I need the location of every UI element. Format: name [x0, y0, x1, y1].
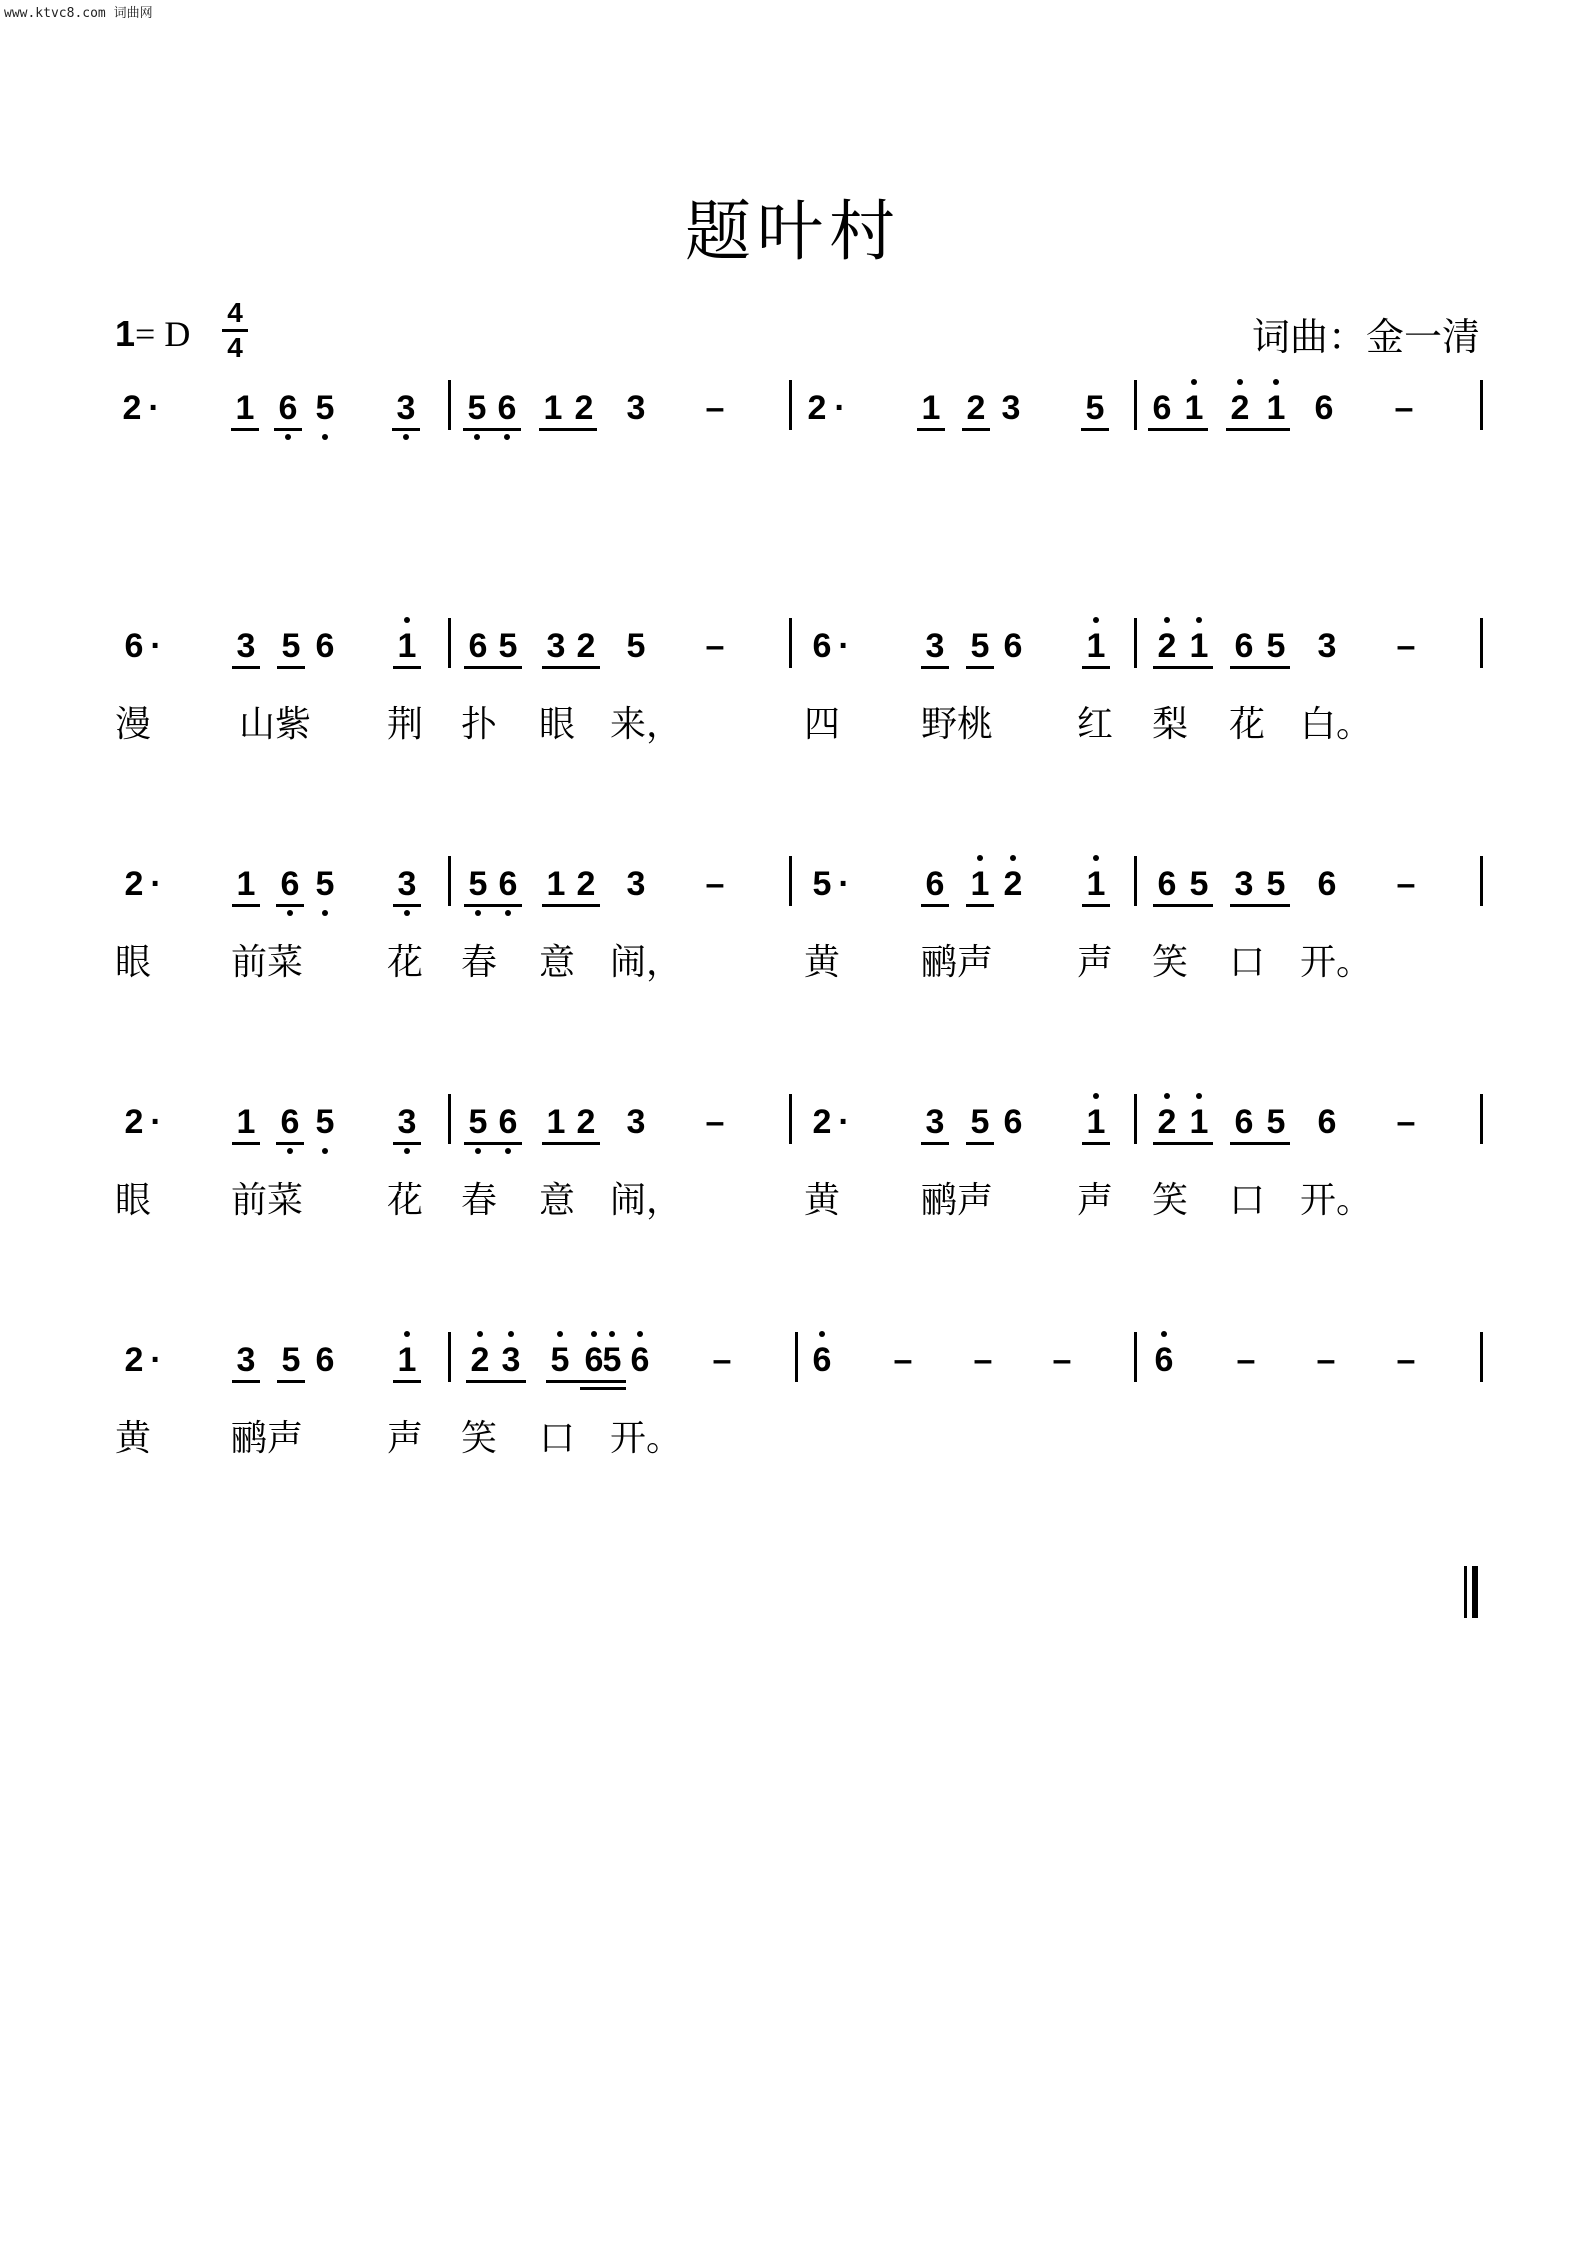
note: 5 [1085, 389, 1105, 427]
note: 2 [466, 1340, 494, 1380]
underline [921, 666, 949, 669]
note: 6 [1003, 627, 1023, 665]
note: 5 [311, 388, 339, 428]
dash: – [705, 865, 725, 903]
lyric: 红 [1076, 704, 1113, 745]
underline [542, 666, 600, 669]
underline [962, 428, 990, 431]
lyric: 鹂声 [920, 942, 993, 983]
note: 1 [546, 865, 566, 903]
underline [463, 428, 521, 431]
lyric: 春 [460, 942, 497, 983]
underline [966, 1142, 994, 1145]
underline [1148, 428, 1208, 431]
dash: – [705, 627, 725, 665]
lyric: 黄 [803, 1180, 840, 1221]
lyric: 意 [538, 942, 575, 983]
underline [542, 1142, 600, 1145]
note: 5 [970, 627, 990, 665]
score-system-1 [0, 388, 1586, 538]
lyric: 笑 [460, 1418, 497, 1459]
note: 2 [576, 1103, 596, 1141]
note: 3 [393, 1102, 421, 1142]
underline [466, 1380, 526, 1383]
note: 6 [493, 388, 521, 428]
lyric: 声 [1076, 1180, 1113, 1221]
underline [392, 428, 420, 431]
score-system-2 [0, 626, 1586, 776]
note: 3 [497, 1340, 525, 1380]
lyric: 荆 [386, 704, 423, 745]
note: 2 [576, 865, 596, 903]
note: 6 [315, 1341, 335, 1379]
lyric: 鹂声 [230, 1418, 303, 1459]
note: 2 [122, 389, 142, 427]
watermark-text: www.ktvc8.com 词曲网 [4, 6, 153, 21]
note: 3 [1317, 627, 1337, 665]
lyric: 梨 [1151, 704, 1188, 745]
underline [921, 904, 949, 907]
augmentation-dot: · [150, 1103, 162, 1141]
underline [921, 1142, 949, 1145]
note: 1 [1262, 388, 1290, 428]
underline [232, 666, 260, 669]
lyric: 花 [386, 942, 423, 983]
lyric: 眼 [114, 942, 151, 983]
underline [1226, 428, 1290, 431]
augmentation-dot: · [838, 627, 850, 665]
lyric: 山紫 [238, 704, 311, 745]
underline [1153, 1142, 1213, 1145]
barline [789, 618, 792, 668]
lyric: 笑 [1151, 1180, 1188, 1221]
note: 5 [812, 865, 832, 903]
lyric: 黄 [114, 1418, 151, 1459]
underline [917, 428, 945, 431]
note: 5 [1266, 627, 1286, 665]
underline [232, 1142, 260, 1145]
lyric: 前菜 [230, 942, 303, 983]
underline [393, 1142, 421, 1145]
note: 6 [812, 627, 832, 665]
barline [1134, 618, 1137, 668]
note: 6 [124, 627, 144, 665]
lyric: 眼 [114, 1180, 151, 1221]
note: 1 [1082, 1102, 1110, 1142]
note: 2 [1153, 1102, 1181, 1142]
augmentation-dot: · [834, 389, 846, 427]
underline [274, 428, 302, 431]
lyric: 闹， [610, 1180, 683, 1221]
underline [393, 1380, 421, 1383]
song-title: 题叶村 [685, 193, 901, 270]
note: 1 [543, 389, 563, 427]
lyric: 口 [1228, 942, 1265, 983]
note: 6 [1003, 1103, 1023, 1141]
underline [542, 904, 600, 907]
note: 3 [1234, 865, 1254, 903]
note: 2 [999, 864, 1027, 904]
underline [966, 904, 994, 907]
dash: – [1396, 865, 1416, 903]
note: 6 [494, 864, 522, 904]
augmentation-dot: · [150, 627, 162, 665]
dash: – [893, 1341, 913, 1379]
note: 1 [1082, 864, 1110, 904]
note: 1 [236, 1103, 256, 1141]
lyric: 来， [610, 704, 683, 745]
barline [448, 1094, 451, 1144]
lyric: 开。 [1300, 942, 1373, 983]
note: 6 [1234, 1103, 1254, 1141]
underline [232, 1380, 260, 1383]
note: 5 [311, 864, 339, 904]
note: 5 [598, 1340, 626, 1380]
lyric: 野桃 [920, 704, 993, 745]
lyric: 漫 [114, 704, 151, 745]
note: 6 [315, 627, 335, 665]
note: 2 [574, 389, 594, 427]
dash: – [1396, 627, 1416, 665]
lyric: 前菜 [230, 1180, 303, 1221]
underline [1082, 666, 1110, 669]
score-system-3 [0, 864, 1586, 1014]
barline [1134, 1094, 1137, 1144]
underline [966, 666, 994, 669]
lyric: 扑 [460, 704, 497, 745]
score-system-4 [0, 1102, 1586, 1252]
note: 6 [580, 1340, 608, 1380]
note: 3 [236, 627, 256, 665]
note: 5 [1189, 865, 1209, 903]
underline [464, 666, 522, 669]
lyric: 花 [1228, 704, 1265, 745]
time-signature-bottom: 4 [227, 332, 243, 363]
note: 5 [546, 1340, 574, 1380]
dash: – [712, 1341, 732, 1379]
note: 5 [1266, 1103, 1286, 1141]
note: 2 [1153, 626, 1181, 666]
underline [393, 904, 421, 907]
time-signature [222, 298, 248, 363]
note: 6 [1152, 389, 1172, 427]
dash: – [1052, 1341, 1072, 1379]
barline [1134, 856, 1137, 906]
note: 1 [1185, 626, 1213, 666]
lyric: 黄 [803, 942, 840, 983]
note: 2 [807, 389, 827, 427]
barline [1480, 1332, 1483, 1382]
underline [277, 1380, 305, 1383]
underline [393, 666, 421, 669]
dash: – [705, 1103, 725, 1141]
note: 3 [626, 389, 646, 427]
note: 6 [626, 1340, 654, 1380]
lyric: 意 [538, 1180, 575, 1221]
lyric: 声 [386, 1418, 423, 1459]
note: 1 [546, 1103, 566, 1141]
note: 3 [546, 627, 566, 665]
lyric: 眼 [538, 704, 575, 745]
barline [448, 856, 451, 906]
underline [1230, 1142, 1290, 1145]
note: 6 [276, 864, 304, 904]
score-system-5 [0, 1340, 1586, 1490]
underline [546, 1380, 626, 1383]
underline [232, 904, 260, 907]
note: 3 [393, 864, 421, 904]
dash: – [705, 389, 725, 427]
note: 1 [235, 389, 255, 427]
note: 3 [925, 627, 945, 665]
barline [789, 1094, 792, 1144]
lyric: 闹， [610, 942, 683, 983]
barline [1480, 1094, 1483, 1144]
lyric: 笑 [1151, 942, 1188, 983]
barline [1480, 618, 1483, 668]
barline [1480, 380, 1483, 430]
key-equals: = [135, 314, 156, 354]
dash: – [1396, 1103, 1416, 1141]
note: 1 [236, 865, 256, 903]
underline [1230, 904, 1290, 907]
lyric: 开。 [610, 1418, 683, 1459]
key-signature [115, 313, 190, 355]
note: 3 [1001, 389, 1021, 427]
dash: – [1316, 1341, 1336, 1379]
underline [1082, 1142, 1110, 1145]
lyric: 鹂声 [920, 1180, 993, 1221]
lyric: 白。 [1300, 704, 1373, 745]
note: 6 [1234, 627, 1254, 665]
note: 6 [1317, 1103, 1337, 1141]
note: 3 [236, 1341, 256, 1379]
lyric: 开。 [1300, 1180, 1373, 1221]
lyric: 口 [1228, 1180, 1265, 1221]
underline [1153, 666, 1213, 669]
time-signature-top: 4 [227, 297, 243, 328]
barline [448, 380, 451, 430]
lyric: 口 [538, 1418, 575, 1459]
note: 5 [281, 627, 301, 665]
note: 6 [274, 388, 302, 428]
double-underline [580, 1387, 626, 1390]
underline [1153, 904, 1213, 907]
note: 5 [463, 388, 491, 428]
note: 6 [1314, 389, 1334, 427]
note: 6 [494, 1102, 522, 1142]
barline [1134, 1332, 1137, 1382]
underline [1081, 428, 1109, 431]
note: 6 [276, 1102, 304, 1142]
dash: – [1394, 389, 1414, 427]
dash: – [973, 1341, 993, 1379]
note: 1 [1180, 388, 1208, 428]
barline [448, 618, 451, 668]
augmentation-dot: · [838, 1103, 850, 1141]
barline [789, 380, 792, 430]
key-one: 1 [115, 313, 136, 354]
note: 1 [966, 864, 994, 904]
dash: – [1236, 1341, 1256, 1379]
underline [231, 428, 259, 431]
note: 2 [124, 865, 144, 903]
underline [1082, 904, 1110, 907]
note: 1 [393, 626, 421, 666]
note: 1 [393, 1340, 421, 1380]
note: 5 [281, 1341, 301, 1379]
barline [1480, 856, 1483, 906]
note: 5 [464, 864, 492, 904]
note: 6 [468, 627, 488, 665]
note: 6 [1317, 865, 1337, 903]
key-note: D [164, 314, 191, 354]
note: 1 [1082, 626, 1110, 666]
note: 3 [626, 1103, 646, 1141]
augmentation-dot: · [838, 865, 850, 903]
lyric: 春 [460, 1180, 497, 1221]
lyric: 四 [803, 704, 840, 745]
note: 1 [921, 389, 941, 427]
underline [277, 666, 305, 669]
underline [464, 1142, 522, 1145]
note: 5 [626, 627, 646, 665]
note: 2 [576, 627, 596, 665]
barline [789, 856, 792, 906]
note: 2 [812, 1103, 832, 1141]
barline [1134, 380, 1137, 430]
lyric: 花 [386, 1180, 423, 1221]
note: 3 [626, 865, 646, 903]
note: 1 [1185, 1102, 1213, 1142]
dash: – [1396, 1341, 1416, 1379]
augmentation-dot: · [148, 389, 160, 427]
underline [1230, 666, 1290, 669]
note: 6 [1157, 865, 1177, 903]
note: 6 [1150, 1340, 1178, 1380]
augmentation-dot: · [150, 1341, 162, 1379]
underline [276, 1142, 304, 1145]
note: 5 [970, 1103, 990, 1141]
lyric: 声 [1076, 942, 1113, 983]
credit-text: 词曲：金一清 [1251, 315, 1480, 359]
note: 6 [808, 1340, 836, 1380]
note: 3 [392, 388, 420, 428]
note: 5 [1266, 865, 1286, 903]
note: 2 [124, 1103, 144, 1141]
note: 2 [1226, 388, 1254, 428]
augmentation-dot: · [150, 865, 162, 903]
note: 5 [311, 1102, 339, 1142]
underline [276, 904, 304, 907]
note: 5 [464, 1102, 492, 1142]
note: 6 [925, 865, 945, 903]
underline [539, 428, 597, 431]
barline [448, 1332, 451, 1382]
note: 3 [925, 1103, 945, 1141]
note: 2 [966, 389, 986, 427]
underline [464, 904, 522, 907]
barline [795, 1332, 798, 1382]
note: 2 [124, 1341, 144, 1379]
final-barline [1464, 1566, 1478, 1618]
note: 5 [498, 627, 518, 665]
